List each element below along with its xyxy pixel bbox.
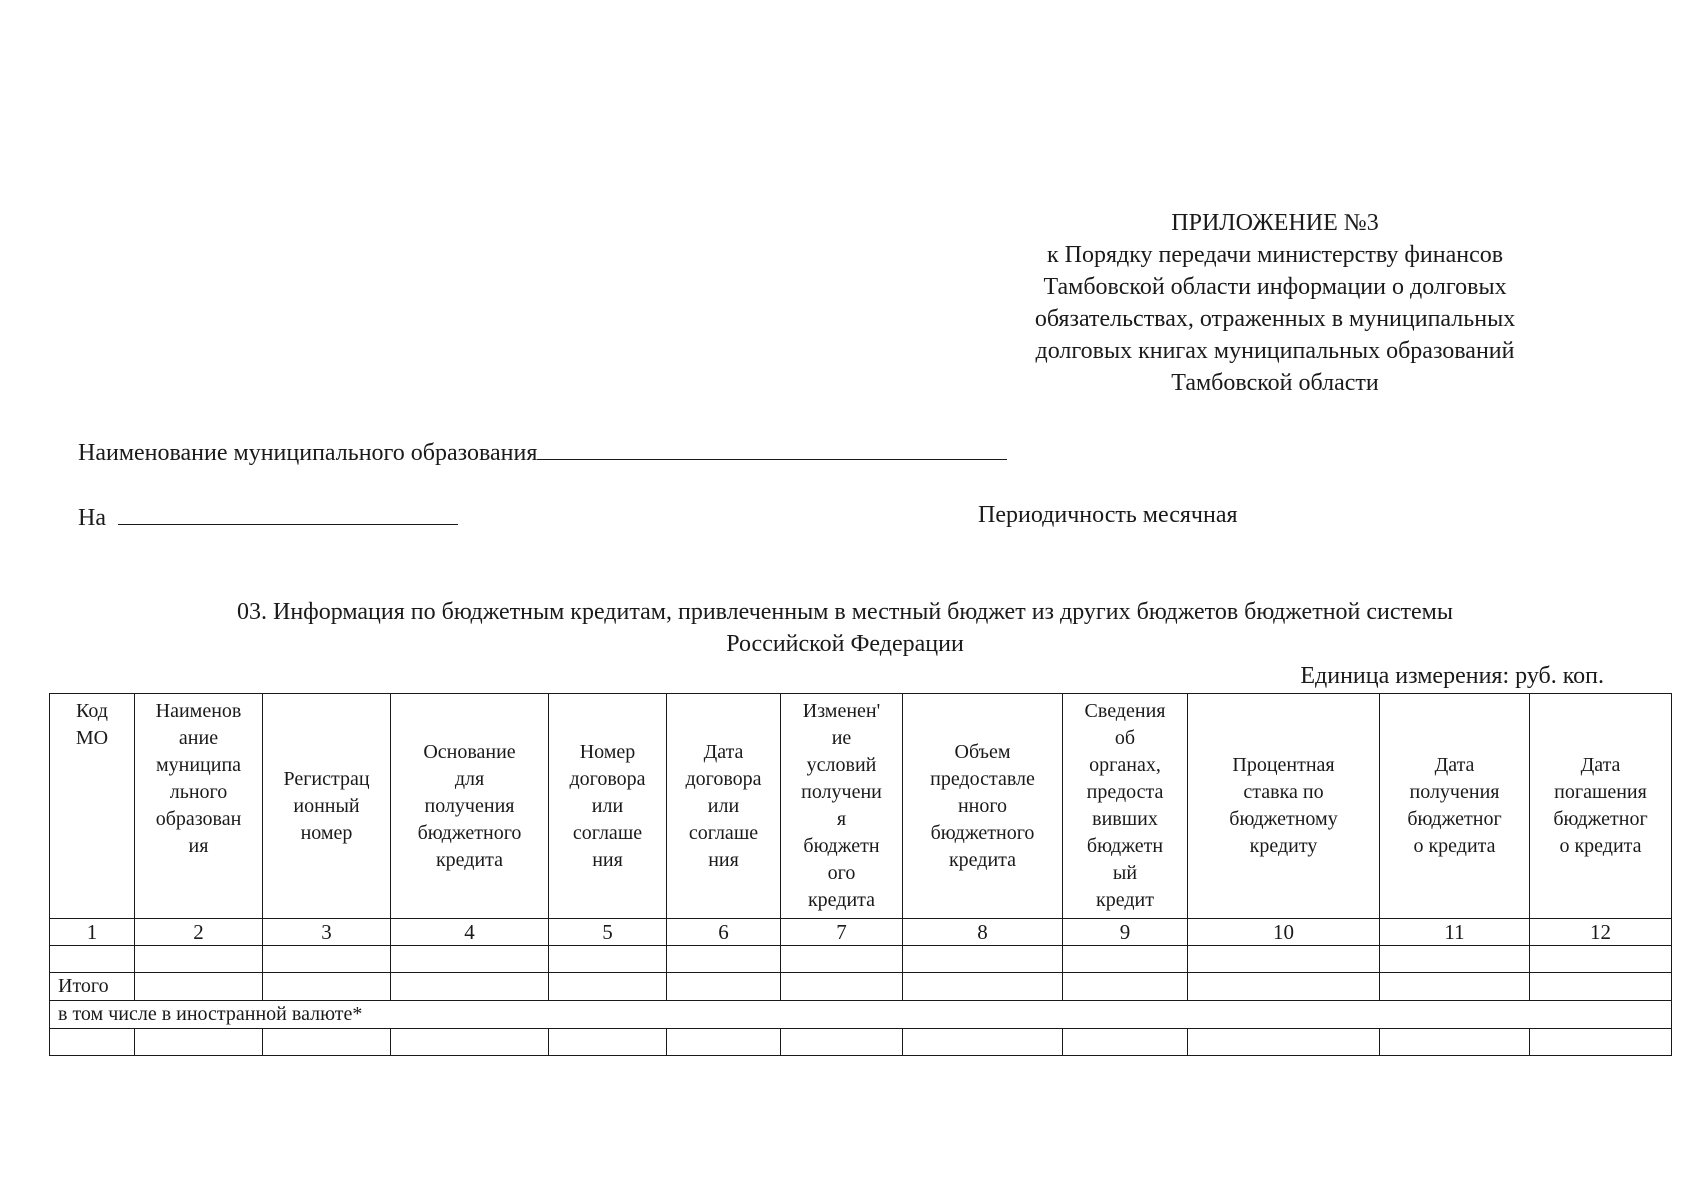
column-header-line: бюджетного [930,821,1035,844]
column-header-line: кредита [435,848,504,871]
empty-cell [549,946,667,973]
column-header-line: бюджетного [417,821,522,844]
column-header-8 [903,694,1063,919]
appendix-line: Тамбовской области информации о долговых [1043,274,1507,300]
empty-cell [263,973,391,1001]
empty-cell [667,1029,781,1056]
section-title [40,596,1650,660]
column-header-4 [391,694,549,919]
appendix-header [985,207,1565,399]
column-header-line: льного [169,781,228,803]
empty-cell [1063,973,1188,1001]
empty-cell [667,973,781,1001]
column-header-line: бюджетному [1229,808,1338,830]
column-number: 12 [1530,919,1672,946]
column-number-row [50,919,1672,946]
empty-cell [1530,973,1672,1001]
empty-cell [263,946,391,973]
unit-of-measure: Единица измерения: руб. коп. [1300,663,1604,689]
column-header-line: ставка по [1243,781,1324,803]
empty-cell [1063,946,1188,973]
table-row [50,1029,1672,1056]
column-header-2 [135,694,263,919]
column-header-line: погашения [1554,781,1647,803]
date-blank [118,500,458,525]
appendix-line: Тамбовской области [1171,370,1379,396]
column-header-line: Изменен' [802,700,881,722]
column-header-line: условий [806,754,877,776]
empty-cell [391,1029,549,1056]
empty-cell [1063,1029,1188,1056]
table-header-row [50,694,1672,919]
column-number: 7 [781,919,903,946]
column-number: 9 [1063,919,1188,946]
column-header-9 [1063,694,1188,919]
empty-cell [135,946,263,973]
empty-cell [391,946,549,973]
column-header-line: образован [155,808,242,830]
column-header-line: ия [188,835,209,857]
column-header-line: бюджетног [1407,808,1502,830]
empty-cell [549,973,667,1001]
column-header-line: соглаше [572,821,643,844]
column-header-line: Номер [579,740,636,763]
column-header-line: вивших [1092,808,1158,830]
column-header-line: бюджетн [1086,835,1164,857]
column-header-line: Код [76,700,108,722]
appendix-line: долговых книгах муниципальных образований [1035,338,1515,364]
column-header-11 [1380,694,1530,919]
appendix-title: ПРИЛОЖЕНИЕ №3 [1171,210,1379,236]
column-header-line: ния [592,848,623,871]
total-row [50,973,1672,1001]
empty-cell [903,946,1063,973]
column-header-line: Процентная [1232,754,1335,776]
column-header-line: номер [300,821,353,844]
empty-cell [1188,973,1380,1001]
empty-cell [135,973,263,1001]
empty-cell [667,946,781,973]
column-number: 5 [549,919,667,946]
column-header-line: я [836,808,847,830]
column-header-3 [263,694,391,919]
municipality-field [78,435,1007,468]
column-header-line: или [591,794,624,817]
column-header-line: соглаше [688,821,759,844]
column-header-line: договора [569,767,646,790]
column-header-line: ого [827,862,856,884]
column-header-line: ионный [293,794,360,817]
date-field [78,500,458,533]
empty-cell [50,1029,135,1056]
column-header-line: Сведения [1084,700,1166,722]
column-header-line: ния [708,848,739,871]
column-header-line: предоставле [930,767,1035,790]
column-header-line: о кредита [1559,835,1642,857]
column-header-line: ие [831,727,852,749]
appendix-line: обязательствах, отраженных в муниципальных [1034,306,1516,332]
periodicity-text: Периодичность месячная [978,502,1238,528]
table-row [50,946,1672,973]
column-header-5 [549,694,667,919]
municipality-label: Наименование муниципального образования [78,440,538,466]
column-header-line: Объем [954,740,1011,763]
column-header-line: для [454,767,485,790]
empty-cell [135,1029,263,1056]
column-header-line: об [1114,727,1136,749]
budget-credits-table [49,693,1672,1056]
column-header-12 [1530,694,1672,919]
column-header-line: о кредита [1413,835,1496,857]
total-label: Итого [50,973,135,1001]
empty-cell [903,973,1063,1001]
column-header-line: Дата [703,740,744,763]
column-header-line: Основание [423,740,516,763]
empty-cell [50,946,135,973]
empty-cell [781,946,903,973]
column-header-1 [50,694,135,919]
column-header-line: ый [1112,862,1138,884]
empty-cell [781,973,903,1001]
empty-cell [391,973,549,1001]
column-header-line: бюджетн [803,835,880,857]
column-number: 8 [903,919,1063,946]
column-number: 10 [1188,919,1380,946]
column-header-line: Наименов [155,700,242,722]
column-header-line: предоста [1086,781,1164,803]
municipality-blank [537,435,1007,460]
column-header-line: Дата [1580,754,1621,776]
column-header-line: муниципа [155,754,242,776]
empty-cell [549,1029,667,1056]
section-title-line: 03. Информация по бюджетным кредитам, привлеченным в местный бюджет из других бюджетов бюджетной системы [237,599,1453,625]
column-header-line: нного [957,794,1008,817]
empty-cell [1380,1029,1530,1056]
column-header-line: кредит [1096,889,1154,911]
column-header-line: получения [1409,781,1500,803]
column-header-line: кредита [807,889,876,911]
empty-cell [1188,1029,1380,1056]
column-number: 1 [50,919,135,946]
column-header-line: ание [178,727,219,749]
column-number: 3 [263,919,391,946]
column-header-line: кредиту [1249,835,1318,857]
empty-cell [781,1029,903,1056]
column-header-line: кредита [948,848,1017,871]
column-number: 4 [391,919,549,946]
column-header-line: договора [685,767,762,790]
column-header-line: органах, [1089,754,1161,776]
section-title-line: Российской Федерации [726,631,964,657]
empty-cell [263,1029,391,1056]
empty-cell [1188,946,1380,973]
column-header-7 [781,694,903,919]
column-header-line: получени [801,781,882,803]
appendix-line: к Порядку передачи министерству финансов [1046,242,1504,268]
foreign-currency-label: в том числе в иностранной валюте* [50,1001,1672,1029]
column-header-line: МО [75,727,109,749]
empty-cell [903,1029,1063,1056]
column-number: 11 [1380,919,1530,946]
column-number: 6 [667,919,781,946]
column-number: 2 [135,919,263,946]
foreign-currency-row [50,1001,1672,1029]
column-header-line: Регистрац [283,767,370,790]
column-header-line: или [707,794,740,817]
column-header-line: бюджетног [1553,808,1648,830]
date-label: На [78,505,106,531]
empty-cell [1380,973,1530,1001]
column-header-line: получения [424,794,515,817]
empty-cell [1530,1029,1672,1056]
column-header-10 [1188,694,1380,919]
column-header-6 [667,694,781,919]
empty-cell [1380,946,1530,973]
empty-cell [1530,946,1672,973]
column-header-line: Дата [1434,754,1475,776]
